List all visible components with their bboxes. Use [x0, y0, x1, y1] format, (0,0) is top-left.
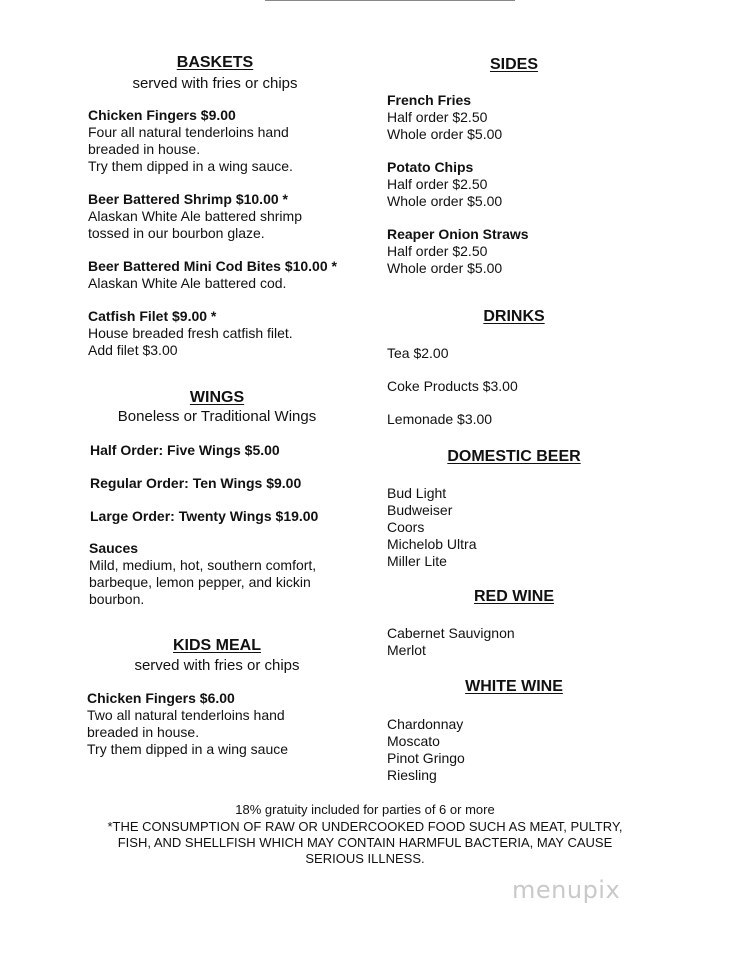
drinks-heading: DRINKS: [483, 308, 545, 325]
item-desc: Alaskan White Ale battered shrimp: [88, 208, 302, 224]
item-name: Reaper Onion Straws: [387, 226, 529, 242]
item-name: Chicken Fingers $9.00: [88, 107, 236, 123]
drink-item: Tea $2.00: [387, 345, 449, 361]
kids-meal-heading: KIDS MEAL: [173, 637, 261, 654]
item-price: Whole order $5.00: [387, 193, 503, 209]
item-name: French Fries: [387, 92, 472, 108]
item-desc: Try them dipped in a wing sauce: [87, 741, 289, 757]
wings-large-order: Large Order: Twenty Wings $19.00: [90, 508, 319, 524]
domestic-beer-heading: DOMESTIC BEER: [447, 448, 581, 465]
item-desc: tossed in our bourbon glaze.: [88, 225, 265, 241]
item-desc: Try them dipped in a wing sauce.: [88, 158, 293, 174]
wine-item: Cabernet Sauvignon: [387, 625, 515, 641]
basket-item-chicken-fingers: [88, 107, 293, 175]
basket-item-cod-bites: [88, 258, 337, 292]
sauces-line: barbeque, lemon pepper, and kickin: [89, 574, 311, 590]
item-price: Whole order $5.00: [387, 126, 503, 142]
side-item-onion-straws: [387, 226, 529, 277]
item-name: Beer Battered Shrimp $10.00 *: [88, 191, 288, 207]
gratuity-note: 18% gratuity included for parties of 6 or more: [235, 802, 495, 817]
sides-heading: SIDES: [489, 56, 538, 73]
wings-sauces: [89, 540, 316, 608]
red-wine-list: [387, 625, 515, 659]
red-wine-heading: RED WINE: [474, 588, 554, 605]
item-desc: House breaded fresh catfish filet.: [88, 325, 293, 341]
wine-item: Merlot: [387, 642, 426, 658]
item-desc: Two all natural tenderloins hand: [87, 707, 285, 723]
drink-item: Coke Products $3.00: [387, 378, 518, 394]
baskets-subtitle: served with fries or chips: [132, 75, 298, 92]
item-desc: Alaskan White Ale battered cod.: [88, 275, 287, 291]
item-name: Catfish Filet $9.00 *: [88, 308, 217, 324]
kids-meal-subtitle: served with fries or chips: [134, 657, 300, 674]
white-wine-heading: WHITE WINE: [465, 678, 563, 695]
beer-item: Michelob Ultra: [387, 536, 477, 552]
side-item-french-fries: [387, 92, 502, 143]
drink-item: Lemonade $3.00: [387, 411, 493, 427]
item-desc: breaded in house.: [88, 141, 201, 157]
sauces-line: bourbon.: [89, 591, 145, 607]
beer-item: Coors: [387, 519, 425, 535]
wine-item: Chardonnay: [387, 716, 464, 732]
raw-food-warning-line: FISH, AND SHELLFISH WHICH MAY CONTAIN HARMFUL BACTERIA, MAY CAUSE: [117, 835, 613, 850]
item-desc: Add filet $3.00: [88, 342, 178, 358]
wings-regular-order: Regular Order: Ten Wings $9.00: [90, 475, 302, 491]
wine-item: Moscato: [387, 733, 440, 749]
raw-food-warning-line: SERIOUS ILLNESS.: [305, 851, 425, 866]
item-price: Whole order $5.00: [387, 260, 503, 276]
item-desc: breaded in house.: [87, 724, 200, 740]
beer-item: Bud Light: [387, 485, 447, 501]
basket-item-shrimp: [88, 191, 302, 242]
white-wine-list: [387, 716, 465, 784]
beer-item: Budweiser: [387, 502, 453, 518]
wings-subtitle: Boneless or Traditional Wings: [117, 408, 317, 425]
basket-item-catfish: [88, 308, 293, 359]
item-price: Half order $2.50: [387, 176, 488, 192]
wine-item: Riesling: [387, 767, 437, 783]
domestic-beer-list: [387, 485, 476, 570]
wings-heading: WINGS: [189, 389, 245, 406]
item-name: Beer Battered Mini Cod Bites $10.00 *: [88, 258, 337, 274]
raw-food-warning-line: *THE CONSUMPTION OF RAW OR UNDERCOOKED FOOD SUCH AS MEAT, PULTRY,: [107, 819, 623, 834]
side-item-potato-chips: [387, 159, 502, 210]
item-name: Potato Chips: [387, 159, 474, 175]
wine-item: Pinot Gringo: [387, 750, 465, 766]
beer-item: Miller Lite: [387, 553, 447, 569]
wings-half-order: Half Order: Five Wings $5.00: [90, 442, 280, 458]
kids-item-chicken-fingers: [87, 690, 288, 758]
top-edge-line: [265, 0, 515, 1]
sauces-label: Sauces: [89, 540, 139, 556]
menupix-watermark: menupix: [512, 876, 621, 904]
item-desc: Four all natural tenderloins hand: [88, 124, 289, 140]
item-price: Half order $2.50: [387, 243, 488, 259]
sauces-line: Mild, medium, hot, southern comfort,: [89, 557, 317, 573]
item-price: Half order $2.50: [387, 109, 488, 125]
baskets-heading: BASKETS: [176, 54, 254, 71]
item-name: Chicken Fingers $6.00: [87, 690, 235, 706]
